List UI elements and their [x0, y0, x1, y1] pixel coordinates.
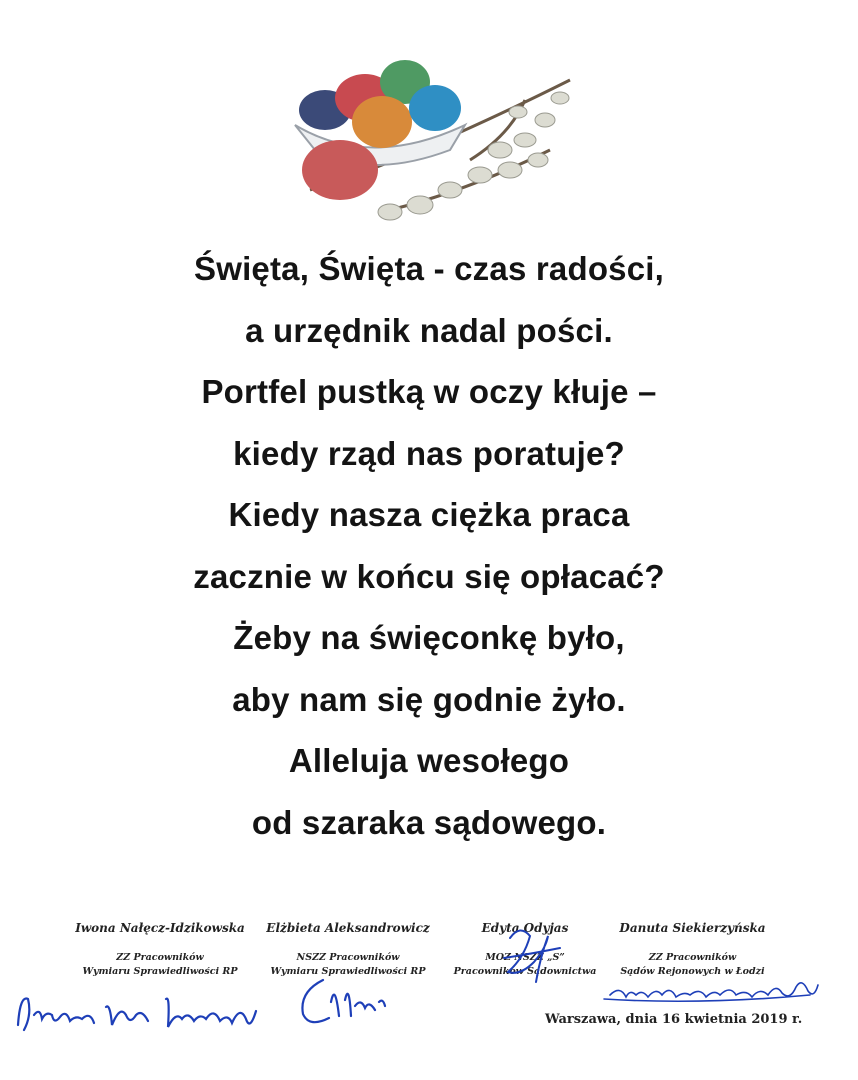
signatory-org — [70, 951, 250, 979]
signatory-org-line: NSZZ Pracowników — [296, 952, 400, 963]
poem-line: a urzędnik nadal pości. — [245, 311, 613, 349]
red-egg-bottom — [302, 140, 378, 200]
signatory-org-line: MOZ NSZZ „S” — [485, 952, 565, 963]
blue-egg — [409, 85, 461, 131]
signatory-name: Danuta Siekierzyńska — [619, 921, 766, 935]
poem-line: Alleluja wesołego — [288, 742, 570, 779]
signatory-org-line: ZZ Pracowników — [116, 952, 204, 963]
poem-line: aby nam się godnie żyło. — [232, 680, 626, 718]
place-date: Warszawa, dnia 16 kwietnia 2019 r. — [545, 1012, 803, 1027]
signatory-name: Edyta Odyjas — [481, 921, 569, 935]
signatory-2 — [258, 921, 438, 979]
poem — [60, 238, 798, 853]
signatory-1 — [70, 921, 250, 979]
signatory-org-line: Sądów Rejonowych w Łodzi — [620, 966, 765, 977]
poem-line: kiedy rząd nas poratuje? — [233, 434, 625, 472]
poem-line: Portfel pustką w oczy kłuje – — [201, 373, 657, 410]
signature-2 — [295, 972, 405, 1032]
signatory-org-line: ZZ Pracowników — [648, 952, 737, 963]
signature-1 — [10, 985, 270, 1040]
easter-eggs-illustration — [270, 40, 600, 240]
poem-line: Kiedy nasza ciężka praca — [228, 496, 630, 533]
poem-line: Żeby na święconkę było, — [233, 619, 625, 656]
poem-line: Święta, Święta - czas radości, — [193, 250, 665, 287]
poem-line: zacznie w końcu się opłacać? — [193, 557, 665, 595]
orange-egg — [352, 96, 412, 148]
signature-3 — [490, 918, 580, 993]
signatory-name: Iwona Nałęcz-Idzikowska — [75, 921, 245, 935]
poem-line: od szaraka sądowego. — [251, 803, 607, 841]
signatory-org-line: Wymiaru Sprawiedliwości RP — [270, 966, 426, 977]
signatory-org-line: Pracowników Sądownictwa — [453, 966, 597, 977]
signatory-name: Elżbieta Aleksandrowicz — [266, 921, 430, 935]
signatory-org-line: Wymiaru Sprawiedliwości RP — [82, 966, 238, 977]
signature-4 — [600, 965, 825, 1010]
